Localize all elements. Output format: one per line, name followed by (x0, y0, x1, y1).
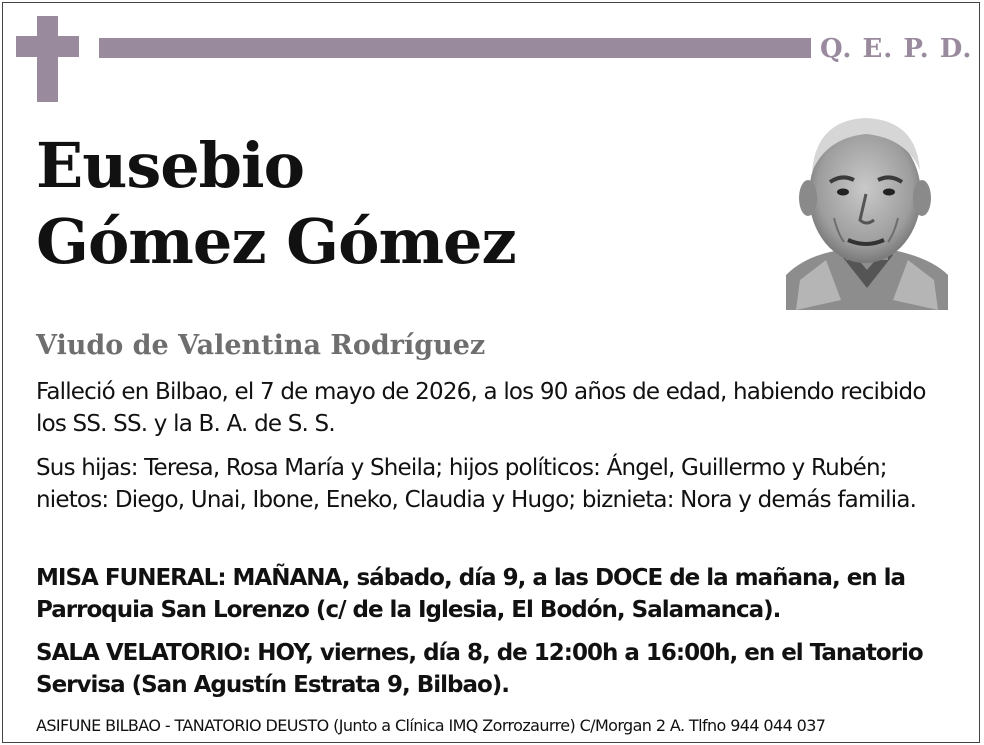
header-bar (99, 38, 811, 58)
funeral-mass-paragraph: MISA FUNERAL: MAÑANA, sábado, día 9, a las DOCE de la mañana, en la Parroquia San Lorenzo (c/ de la Iglesia, El Bodón, Salamanca). (36, 565, 906, 623)
wake-paragraph: SALA VELATORIO: HOY, viernes, día 8, de 12:00h a 16:00h, en el Tanatorio Servisa (San Agustín Estrata 9, Bilbao). (36, 640, 923, 698)
funeral-home-footer: ASIFUNE BILBAO - TANATORIO DEUSTO (Junto a Clínica IMQ Zorrozaurre) C/Morgan 2 A. Tlfno 944 044 037 (36, 716, 826, 735)
qepd-label: Q. E. P. D. (820, 34, 973, 64)
surnames: Gómez Gómez (36, 205, 516, 278)
widow-of-line: Viudo de Valentina Rodríguez (36, 330, 486, 361)
death-paragraph: Falleció en Bilbao, el 7 de mayo de 2026, a los 90 años de edad, habiendo recibido los SS. SS. y la B. A. de S. S. (36, 379, 926, 437)
family-paragraph: Sus hijas: Teresa, Rosa María y Sheila; hijos políticos: Ángel, Guillermo y Rubén; nietos: Diego, Unai, Ibone, Eneko, Claudia y Hugo; biznieta: Nora y demás familia. (36, 455, 917, 513)
cross-icon-vertical (37, 16, 58, 102)
cross-icon-horizontal (16, 36, 79, 57)
first-name: Eusebio (36, 129, 304, 202)
portrait-image (786, 110, 948, 310)
portrait-photo (786, 110, 948, 310)
deceased-name (36, 128, 516, 280)
